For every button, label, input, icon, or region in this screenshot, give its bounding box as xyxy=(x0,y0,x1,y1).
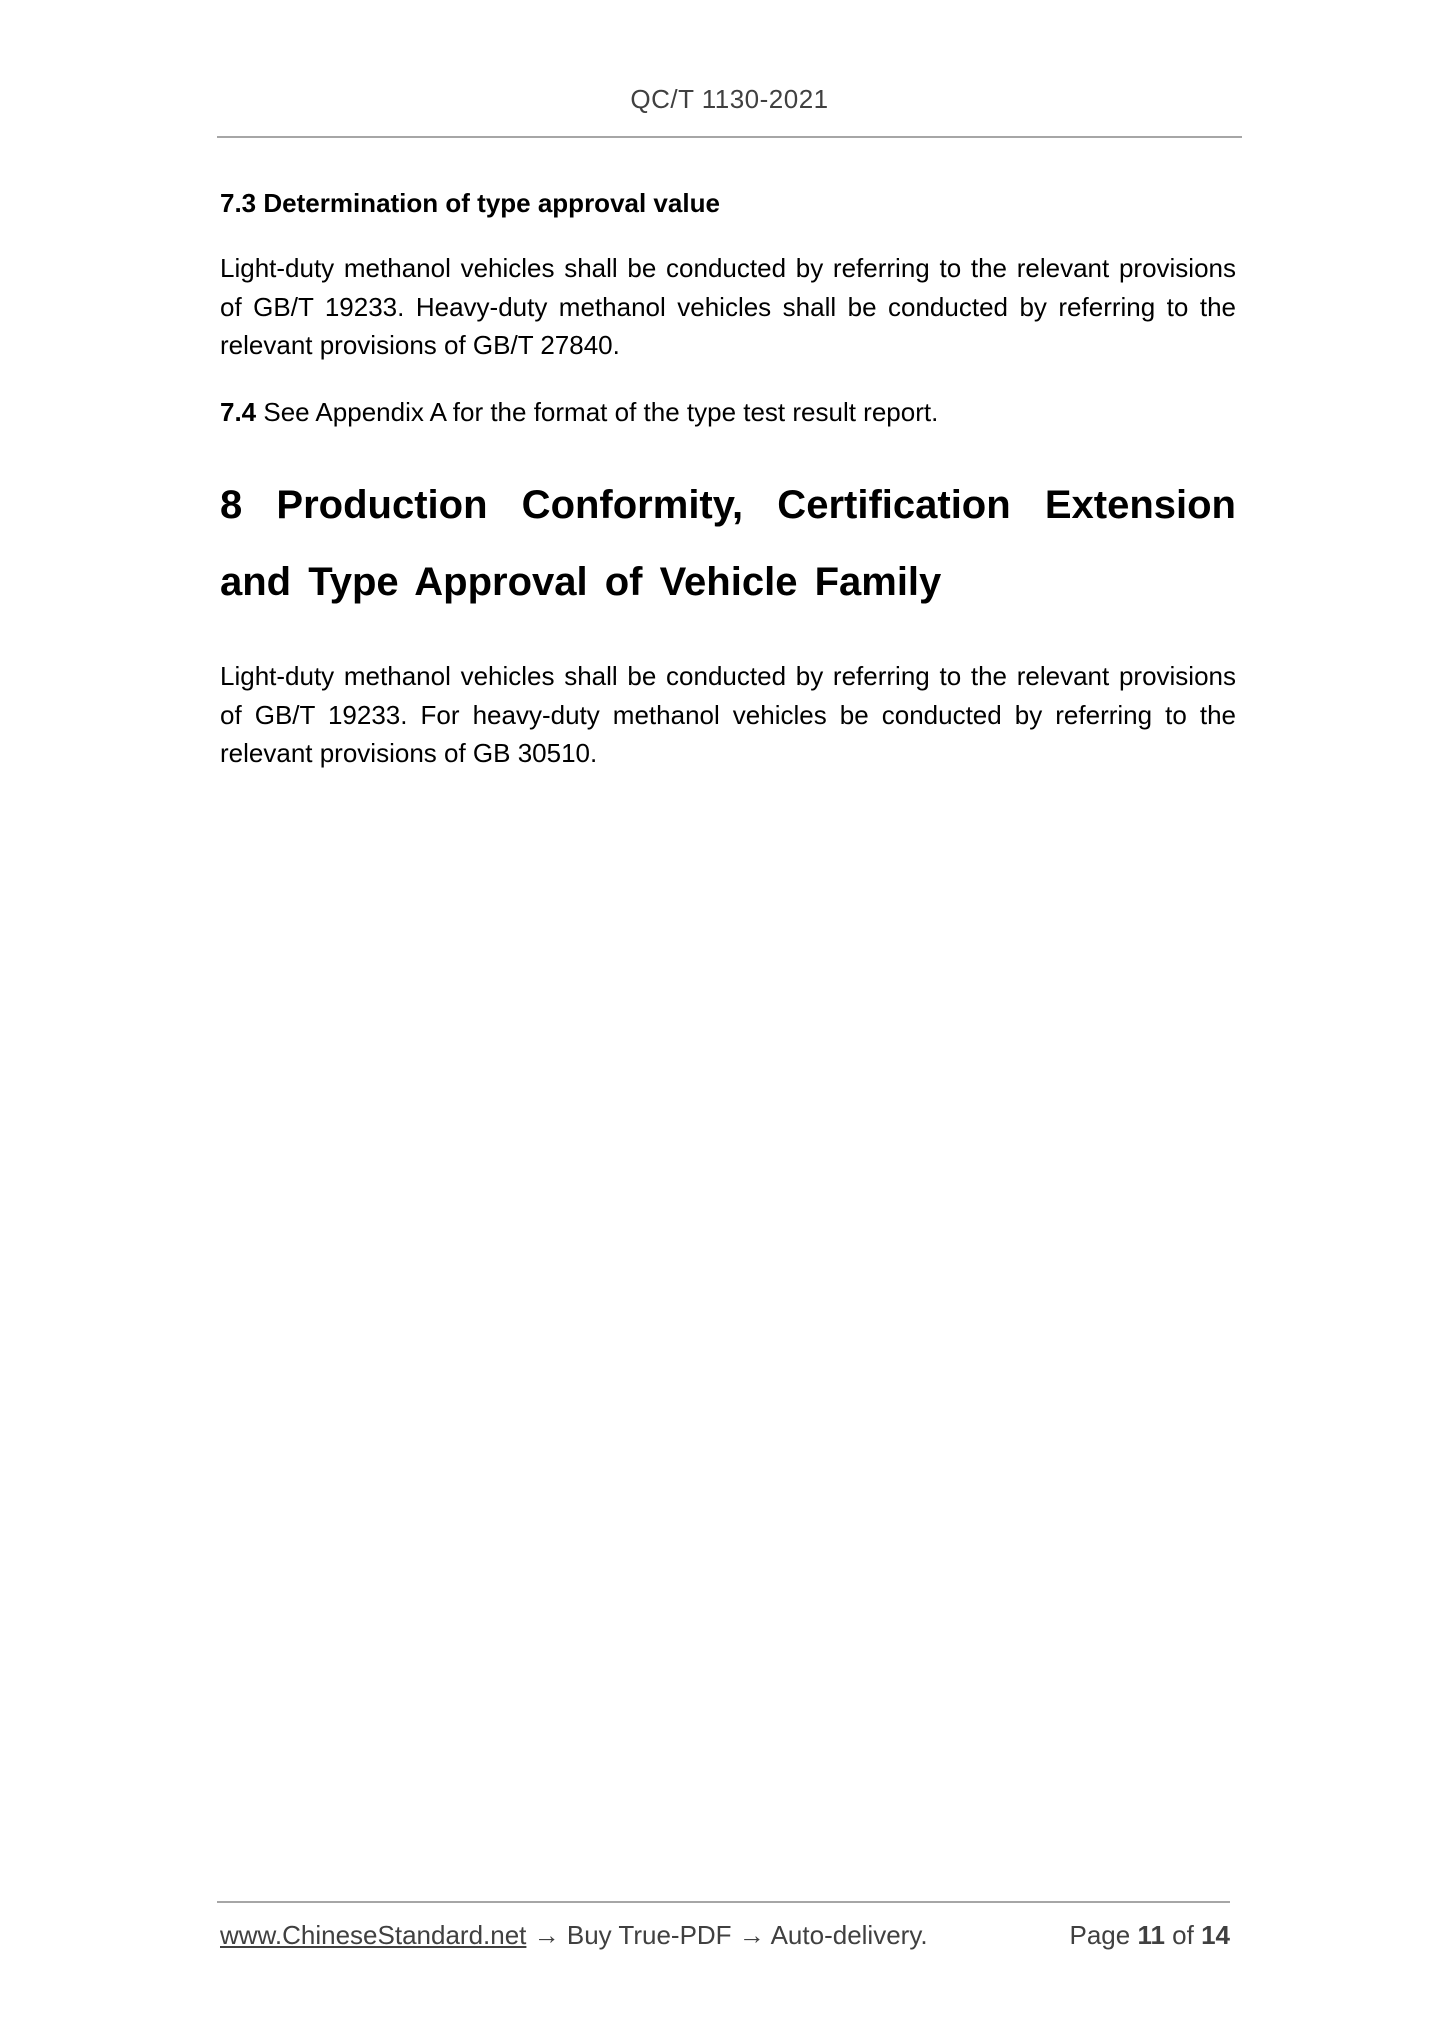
clause-7-3-heading: 7.3 Determination of type approval value xyxy=(220,188,720,218)
of-label: of xyxy=(1164,1920,1202,1950)
clause-7-4-number: 7.4 xyxy=(220,396,257,427)
section-8-heading: 8 Production Conformity, Certification Extension and Type Approval of Vehicle Family xyxy=(220,483,1236,604)
page-content xyxy=(220,185,1236,801)
current-page-number: 11 xyxy=(1137,1920,1165,1950)
total-page-count: 14 xyxy=(1201,1920,1230,1950)
arrow-right-icon: → xyxy=(731,1920,771,1950)
section-8-body: Light-duty methanol vehicles shall be conducted by referring to the relevant provisions of GB/T 19233. For heavy-duty methanol vehicles be conducted by referring to the relevant provisions of GB 30510. xyxy=(220,661,1236,768)
arrow-right-icon: → xyxy=(526,1920,567,1950)
buy-true-pdf-text: Buy True-PDF xyxy=(566,1920,732,1950)
clause-7-4-paragraph xyxy=(220,393,1236,432)
footer-promo xyxy=(220,1920,928,1951)
page-number xyxy=(1069,1920,1230,1951)
document-code-header: QC/T 1130-2021 xyxy=(630,84,829,114)
footer-divider xyxy=(217,1901,1230,1903)
header-divider xyxy=(217,136,1242,138)
website-link[interactable]: www.ChineseStandard.net xyxy=(220,1920,527,1950)
page-label: Page xyxy=(1069,1920,1138,1950)
page-footer xyxy=(220,1920,1230,1951)
auto-delivery-text: Auto-delivery. xyxy=(770,1920,928,1950)
clause-7-3-body: Light-duty methanol vehicles shall be conducted by referring to the relevant provisions of GB/T 19233. Heavy-duty methanol vehicles shall be conducted by referring to the relevant provisions of GB/T 27840. xyxy=(220,253,1236,360)
clause-7-4-body: See Appendix A for the format of the type test result report. xyxy=(256,396,939,427)
